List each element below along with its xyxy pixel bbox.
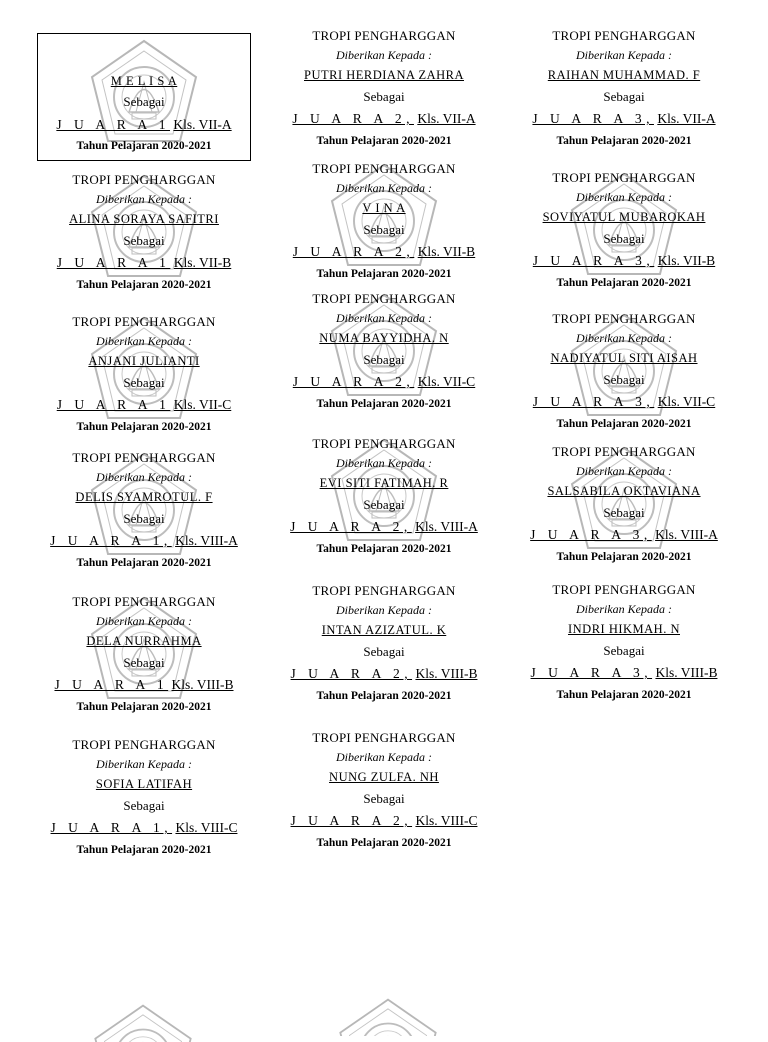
recipient-name: NADIYATUL SITI AISAH [550,351,698,365]
as-label: Sebagai [603,372,645,387]
recipient-name: SALSABILA OKTAVIANA [547,484,701,498]
award-card [37,314,251,434]
as-label: Sebagai [123,798,165,813]
as-label: Sebagai [123,655,165,670]
award-title: TROPI PENGHARGGAN [312,28,456,43]
award-card [517,170,731,290]
award-card [517,444,731,564]
champion-rank: J U A R A 1, [50,533,172,548]
given-to-label: Diberikan Kepada : [576,602,672,616]
given-to-label: Diberikan Kepada : [96,334,192,348]
given-to-label: Diberikan Kepada : [96,192,192,206]
award-card [277,583,491,703]
school-logo-icon [324,161,444,281]
school-year: Tahun Pelajaran 2020-2021 [76,557,212,569]
champion-rank: J U A R A 2, [290,666,413,681]
recipient-name: V I N A [362,201,406,215]
champion-rank: J U A R A 3, [532,253,655,268]
recipient-name: RAIHAN MUHAMMAD. F [547,68,701,82]
award-title: TROPI PENGHARGGAN [72,172,216,187]
school-year: Tahun Pelajaran 2020-2021 [556,551,692,563]
award-card [37,450,251,570]
given-to-label: Diberikan Kepada : [96,757,192,771]
recipient-name: ALINA SORAYA SAFITRI [69,212,219,226]
recipient-name: INDRI HIKMAH. N [567,622,680,636]
award-title: TROPI PENGHARGGAN [312,161,456,176]
class-label: Kls. VIII-B [171,677,234,692]
class-label: Kls. VII-A [173,117,232,132]
school-logo-icon [564,311,684,431]
school-logo-icon [324,436,444,556]
school-year: Tahun Pelajaran 2020-2021 [76,279,212,291]
award-title: TROPI PENGHARGGAN [72,737,216,752]
champion-rank: J U A R A 2, [292,111,414,126]
recipient-name: SOVIYATUL MUBAROKAH [542,210,706,224]
given-to-label: Diberikan Kepada : [576,48,672,62]
as-label: Sebagai [363,791,405,806]
class-label: Kls. VII-C [417,374,476,389]
award-title: TROPI PENGHARGGAN [72,450,216,465]
as-label: Sebagai [363,497,405,512]
class-label: Kls. VIII-A [175,533,238,548]
as-label: Sebagai [363,644,405,659]
champion-rank: J U A R A 3, [532,111,654,126]
school-logo-partial-icon [333,996,443,1036]
given-to-label: Diberikan Kepada : [576,464,672,478]
class-label: Kls. VIII-C [175,820,238,835]
recipient-name: NUMA BAYYIDHA. N [319,331,449,345]
class-label: Kls. VIII-A [415,519,478,534]
award-title: TROPI PENGHARGGAN [312,291,456,306]
champion-rank: J U A R A 1 [56,255,171,270]
given-to-label: Diberikan Kepada : [576,331,672,345]
as-label: Sebagai [603,505,645,520]
recipient-name: PUTRI HERDIANA ZAHRA [304,68,464,82]
school-year: Tahun Pelajaran 2020-2021 [76,844,212,856]
champion-rank: J U A R A 3, [530,665,653,680]
as-label: Sebagai [363,222,405,237]
class-label: Kls. VII-B [417,244,476,259]
given-to-label: Diberikan Kepada : [96,614,192,628]
as-label: Sebagai [603,89,645,104]
as-label: Sebagai [123,375,165,390]
award-card [37,594,251,714]
school-logo-icon [324,291,444,411]
class-label: Kls. VII-B [173,255,232,270]
as-label: Sebagai [363,89,405,104]
champion-rank: J U A R A 2, [290,519,412,534]
champion-rank: J U A R A 3, [530,527,652,542]
as-label: Sebagai [123,94,165,109]
award-title: TROPI PENGHARGGAN [312,436,456,451]
school-logo-icon [84,172,204,292]
school-year: Tahun Pelajaran 2020-2021 [316,398,452,410]
award-title: TROPI PENGHARGGAN [552,444,696,459]
school-year: Tahun Pelajaran 2020-2021 [556,277,692,289]
as-label: Sebagai [363,352,405,367]
award-title: TROPI PENGHARGGAN [72,314,216,329]
school-logo-icon [84,450,204,570]
award-title: TROPI PENGHARGGAN [552,28,696,43]
award-card [277,730,491,850]
recipient-name: DELA NURRAHMA [86,634,202,648]
award-card [277,28,491,148]
school-year: Tahun Pelajaran 2020-2021 [316,837,452,849]
champion-rank: J U A R A 2, [292,374,415,389]
given-to-label: Diberikan Kepada : [96,470,192,484]
award-card [277,436,491,556]
recipient-name: EVI SITI FATIMAH. R [319,476,449,490]
champion-rank: J U A R A 3, [532,394,655,409]
school-logo-partial-icon [88,1002,198,1042]
class-label: Kls. VII-C [657,394,716,409]
award-title: TROPI PENGHARGGAN [552,170,696,185]
school-logo-icon [564,170,684,290]
school-logo-icon [84,594,204,714]
given-to-label: Diberikan Kepada : [336,48,432,62]
given-to-label: Diberikan Kepada : [576,190,672,204]
class-label: Kls. VIII-C [415,813,478,828]
given-to-label: Diberikan Kepada : [336,750,432,764]
as-label: Sebagai [123,511,165,526]
award-card [517,28,731,148]
award-card [517,582,731,702]
school-year: Tahun Pelajaran 2020-2021 [316,543,452,555]
award-title: TROPI PENGHARGGAN [312,583,456,598]
class-label: Kls. VII-A [417,111,476,126]
award-title: TROPI PENGHARGGAN [72,594,216,609]
as-label: Sebagai [123,233,165,248]
award-title: TROPI PENGHARGGAN [552,311,696,326]
champion-rank: J U A R A 1 [56,397,171,412]
recipient-name: M E L I S A [110,74,178,88]
champion-rank: J U A R A 2, [292,244,415,259]
as-label: Sebagai [603,643,645,658]
class-label: Kls. VII-A [657,111,716,126]
school-year: Tahun Pelajaran 2020-2021 [76,421,212,433]
school-year: Tahun Pelajaran 2020-2021 [556,135,692,147]
school-year: Tahun Pelajaran 2020-2021 [316,135,452,147]
given-to-label: Diberikan Kepada : [336,456,432,470]
school-logo-icon [84,314,204,434]
recipient-name: INTAN AZIZATUL. K [321,623,447,637]
given-to-label: Diberikan Kepada : [336,603,432,617]
award-card [277,161,491,281]
as-label: Sebagai [603,231,645,246]
champion-rank: J U A R A 1, [50,820,173,835]
class-label: Kls. VII-C [173,397,232,412]
champion-rank: J U A R A 1 [56,117,171,132]
award-title: TROPI PENGHARGGAN [552,582,696,597]
champion-rank: J U A R A 1 [54,677,169,692]
class-label: Kls. VIII-B [415,666,478,681]
given-to-label: Diberikan Kepada : [336,311,432,325]
class-label: Kls. VII-B [657,253,716,268]
school-year: Tahun Pelajaran 2020-2021 [556,418,692,430]
recipient-name: DELIS SYAMROTUL. F [75,490,213,504]
given-to-label: Diberikan Kepada : [336,181,432,195]
school-year: Tahun Pelajaran 2020-2021 [76,701,212,713]
school-logo-icon [564,444,684,564]
recipient-name: NUNG ZULFA. NH [329,770,439,784]
award-title: TROPI PENGHARGGAN [312,730,456,745]
award-card [277,291,491,411]
school-year: Tahun Pelajaran 2020-2021 [76,140,212,152]
recipient-name: ANJANI JULIANTI [88,354,200,368]
recipient-name: SOFIA LATIFAH [95,777,193,791]
champion-rank: J U A R A 2, [290,813,413,828]
school-year: Tahun Pelajaran 2020-2021 [556,689,692,701]
school-year: Tahun Pelajaran 2020-2021 [316,690,452,702]
award-card [37,172,251,292]
award-card [517,311,731,431]
award-card [37,33,251,161]
award-card [37,737,251,857]
class-label: Kls. VIII-A [655,527,718,542]
school-year: Tahun Pelajaran 2020-2021 [316,268,452,280]
class-label: Kls. VIII-B [655,665,718,680]
